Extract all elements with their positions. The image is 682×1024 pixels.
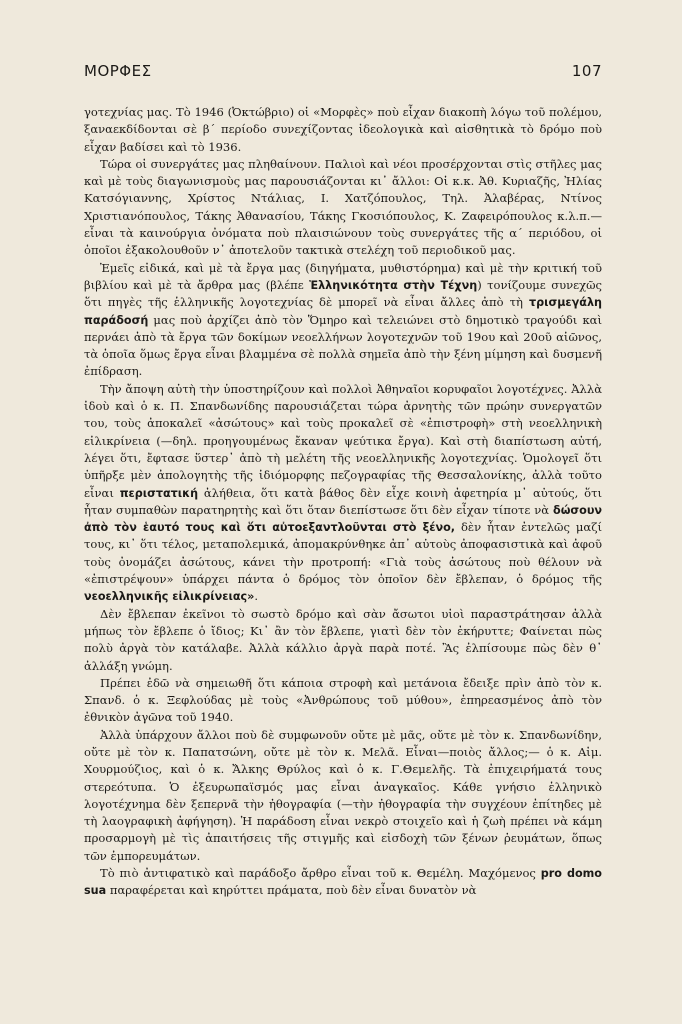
text-run: μας ποὺ ἀρχίζει ἀπὸ τὸν Ὅμηρο καὶ τελειώνει στὸ δημοτικὸ τραγούδι καὶ περνάει ἀπὸ τὰ ἔργα τῶν δοκίμων νεοελλήνων λογοτεχνῶν τοῦ 19ου καὶ 20οῦ αἰῶνος, τὰ ὁποῖα ὅμως ἔργα εἶναι βλαμμένα σὲ πολλὰ σημεῖα ἀπὸ τὴν ξένη μίμηση καὶ δυσμενῆ ἐπίδραση. bbox=[84, 312, 602, 379]
paragraph bbox=[84, 104, 602, 156]
text-run: ἀλήθεια, ὅτι κατὰ βάθος δὲν εἶχε κοινὴ ἀφετηρία μ᾽ αὐτούς, ὅτι ἦταν συμπαθὼν παρατηρητὴς καὶ ὅτι ὅταν διεπίστωσε ὅτι δὲν εἶχαν τίποτε νὰ bbox=[84, 485, 603, 517]
text-run: Τὸ πιὸ ἀντιφατικὸ καὶ παράδοξο ἄρθρο εἶναι τοῦ κ. Θεμέλη. Μαχόμενος bbox=[100, 866, 541, 881]
paragraph bbox=[84, 727, 602, 865]
paragraph bbox=[84, 865, 602, 900]
page-number: 107 bbox=[571, 62, 602, 80]
text-run: ) τονίζουμε συνεχῶς ὅτι πηγὲς τῆς ἑλληνικῆς λογοτεχνίας δὲ μπορεῖ νὰ εἶναι ἄλλες ἀπὸ τὴ bbox=[84, 277, 602, 310]
text-run: Πρέπει ἐδῶ νὰ σημειωθῆ ὅτι κάποια στροφὴ καὶ μετάνοια ἔδειξε πρὶν ἀπὸ τὸν κ. Σπανδ. ὁ κ. Ξεφλούδας μὲ τοὺς «Ἀνθρώπους τοῦ μύθου», ἐπηρεασμένος ἀπὸ τὸν ἐθνικὸν ἀγῶνα τοῦ 1940. bbox=[84, 675, 602, 725]
text-run: δὲν ἦταν ἐντελῶς μαζί τους, κι᾽ ὅτι τέλος, μεταπολεμικά, ἀπομακρύνθηκε ἀπ᾽ αὐτοὺς ἀποφασιστικὰ καὶ ἀφοῦ τοὺς ὀνομάζει ἀσώτους, κάνει τὴν προτροπή: «Γιὰ τοὺς ἀσώτους ποὺ θέλουν νὰ «ἐπιστρέψουν» ὑπάρχει πάντα ὁ δρόμος τὸν ὁποῖον δὲν ἔβλεπαν, ὁ δρόμος τῆς bbox=[84, 520, 602, 587]
paragraph bbox=[84, 156, 602, 260]
paragraph bbox=[84, 260, 602, 381]
paragraph bbox=[84, 381, 602, 606]
text-run: Τώρα οἱ συνεργάτες μας πληθαίνουν. Παλιοὶ καὶ νέοι προσέρχονται στὶς στῆλες μας καὶ μὲ τοὺς διαγωνισμοὺς μας παρουσιάζονται κι᾽ ἄλλοι: Οἱ κ.κ. Ἀθ. Κυριαζῆς, Ἠλίας Κατσόγιαννης, Χρίστος Ντάλιας, Ι. Χατζόπουλος, Τηλ. Ἀλαβέρας, Ντίνος Χριστιανόπουλος, Τάκης Ἀθανασίου, Τάκης Γκοσιόπουλος, Κ. Ζαφειρόπουλος κ.λ.π.—εἶναι τὰ καινούργια ὀνόματα ποὺ πλαισιώνουν τοὺς συνεργάτες τῆς α΄ περιόδου, οἱ ὁποῖοι ἐξακολουθοῦν ν᾽ ἀποτελοῦν τακτικὰ στελέχη τοῦ περιοδικοῦ μας. bbox=[84, 156, 602, 258]
running-title: ΜΟΡΦΕΣ bbox=[84, 62, 152, 80]
bold-phrase: νεοελληνικῆς εἰλικρίνειας» bbox=[84, 590, 255, 604]
text-run: Δὲν ἔβλεπαν ἐκεῖνοι τὸ σωστὸ δρόμο καὶ σὰν ἄσωτοι υἱοὶ παραστράτησαν ἀλλὰ μήπως τὸν ἔβλεπε ὁ ἴδιος; Κι᾽ ἂν τὸν ἔβλεπε, γιατὶ δὲν τὸν ἐκήρυττε; Φαίνεται πὼς πολὺ ἀργὰ τὸν κατάλαβε. Ἀλλὰ κάλλιο ἀργὰ παρὰ ποτέ. Ἂς ἐλπίσουμε πὼς δὲν θ᾽ ἀλλάξη γνώμη. bbox=[84, 606, 602, 673]
bold-phrase: δώσουν ἀπὸ τὸν ἑαυτό τους καὶ ὅτι αὐτοεξαντλοῦνται στὸ ξένο, bbox=[84, 503, 602, 535]
bold-phrase: Ἑλληνικότητα στὴν Τέχνη bbox=[309, 278, 478, 292]
bold-phrase: περιστατική bbox=[119, 486, 199, 500]
paragraph bbox=[84, 606, 602, 675]
page-header bbox=[84, 62, 602, 84]
text-run: γοτεχνίας μας. Τὸ 1946 (Ὀκτώβριο) οἱ «Μορφὲς» ποὺ εἶχαν διακοπὴ λόγω τοῦ πολέμου, ξαναεκδίδονται σὲ β΄ περίοδο συνεχίζοντας ἰδεολογικὰ καὶ αἰσθητικὰ τὸ δρόμο ποὺ εἶχαν βαδίσει καὶ τὸ 1936. bbox=[84, 105, 602, 154]
text-run: Ἐμεῖς εἰδικά, καὶ μὲ τὰ ἔργα μας (διηγήματα, μυθιστόρημα) καὶ μὲ τὴν κριτική τοῦ βιβλίου καὶ μὲ τὰ ἄρθρα μας (βλέπε bbox=[84, 260, 602, 292]
bold-phrase: τρισμεγάλη παράδοσή bbox=[84, 296, 602, 327]
text-run: Τὴν ἄποψη αὐτὴ τὴν ὑποστηρίζουν καὶ πολλοὶ Ἀθηναῖοι κορυφαῖοι λογοτέχνες. Ἀλλὰ ἰδοὺ καὶ ὁ κ. Π. Σπανδωνίδης παρουσιάζεται τώρα ἀρνητὴς τῶν πρώην συνεργατῶν του, τοὺς ἀποκαλεῖ «ἀσώτους» καὶ τοὺς προκαλεῖ σὲ «ἐπιστροφὴ» στὴ νεοελληνικὴ εἰλικρίνεια (—δηλ. προηγουμένως ἔκαναν ψεύτικα ἔργα). Καὶ στὴ διαπίστωση αὐτή, λέγει ὅτι, ἔφτασε ὕστερ᾽ ἀπὸ τὴ μελέτη τῆς νεοελληνικῆς λογοτεχνίας. Ὁμολογεῖ ὅτι ὑπῆρξε μὲν ἀπολογητὴς τῆς ἰδιόμορφης πεζογραφίας τῆς Θεσσαλονίκης, ἀλλὰ τοῦτο εἶναι bbox=[84, 381, 602, 500]
bold-phrase: pro domo sua bbox=[84, 867, 602, 898]
text-run: . bbox=[254, 589, 259, 604]
text-run: παραφέρεται καὶ κηρύττει πράματα, ποὺ δὲν εἶναι δυνατὸν νὰ bbox=[106, 883, 477, 898]
body-text bbox=[84, 104, 602, 900]
text-run: Ἀλλὰ ὑπάρχουν ἄλλοι ποὺ δὲ συμφωνοῦν οὔτε μὲ μᾶς, οὔτε μὲ τὸν κ. Σπανδωνίδην, οὔτε μὲ τὸν κ. Παπατσώνη, οὔτε μὲ τὸν κ. Μελᾶ. Εἶναι—ποιὸς ἄλλος;— ὁ κ. Αἰμ. Χουρμούζιος, καὶ ὁ κ. Ἄλκης Θρύλος καὶ ὁ κ. Γ.Θεμελῆς. Τὰ ἐπιχειρήματά τους στερεότυπα. Ὁ ἐξευρωπαϊσμός μας εἶναι ἀναγκαῖος. Κάθε γνήσιο ἑλληνικὸ λογοτέχνημα δὲν ξεπερνᾶ τὴν ἠθογραφία (—τὴν ἠθογραφία τὴν συγχέουν ἐπίτηδες μὲ τὴ λαογραφικὴ ἀφήγηση). Ἡ παράδοση εἶναι νεκρὸ στοιχεῖο καὶ ἡ ζωὴ πρέπει νὰ κάμη προσαρμογὴ μὲ τὶς ἀπαιτήσεις τῆς στιγμῆς καὶ εἰσδοχὴ τῶν ξένων ῥευμάτων, ὅπως τῶν ἐμπορευμάτων. bbox=[84, 727, 602, 863]
paragraph bbox=[84, 675, 602, 727]
